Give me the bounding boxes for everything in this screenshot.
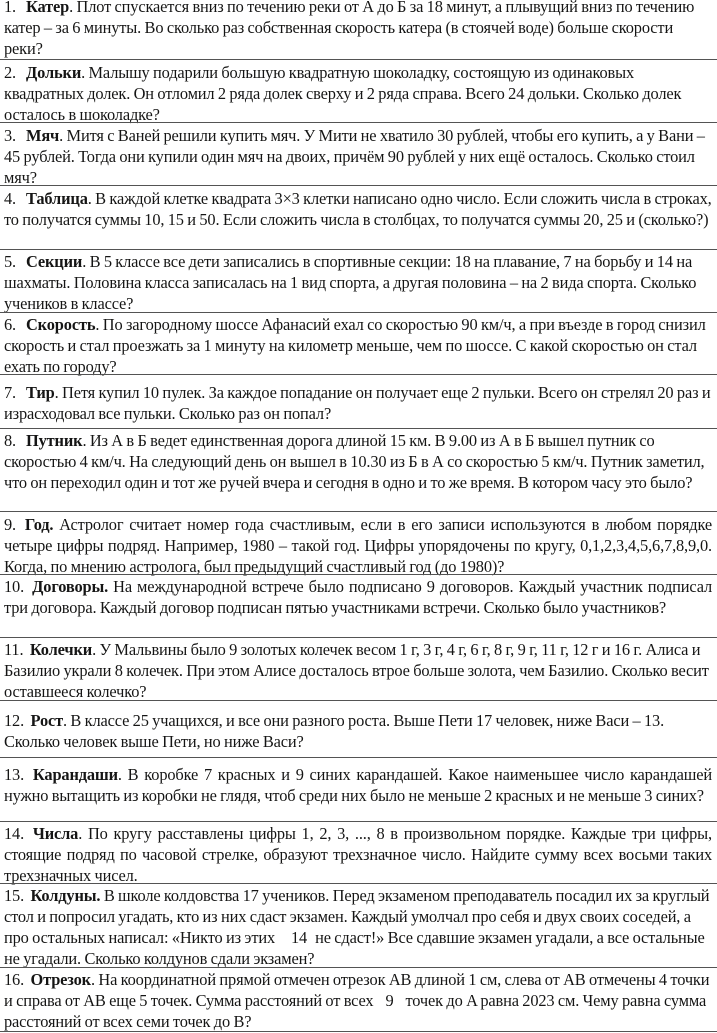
- problem-title: Таблица: [26, 189, 88, 208]
- problem-text: . В 5 классе все дети записались в спортивные секции: 18 на плавание, 7 на борьбу и 14 на шахматы. Половина класса записалась на 1 вид спорта, а другая половина – на 2 вида спорта. Сколько учеников в классе?: [4, 252, 697, 313]
- problem-text: . Плот спускается вниз по течению реки от А до Б за 18 минут, а плывущий вниз по течению катер – за 6 минуты. Во сколько раз собственная скорость катера (в стоячей воде) больше скорости реки?: [4, 0, 695, 58]
- problem-text: . По загородному шоссе Афанасий ехал со скоростью 90 км/ч, а при въезде в город снизил скорость и стал проезжать за 1 минуту на километр меньше, чем по шоссе. С какой скоростью он стал ехать по городу?: [4, 315, 706, 376]
- separator-line: [0, 59, 717, 60]
- problem-text: . Малышу подарили большую квадратную шоколадку, состоящую из одинаковых квадратных долек. Он отломил 2 ряда долек сверху и 2 ряда справа. Всего 24 дольки. Сколько долек осталось в шоколадке?: [4, 63, 682, 124]
- problem-text: . По кругу расставлены цифры 1, 2, 3, ..., 8 в произвольном порядке. Каждые три цифры, стоящие подряд по часовой стрелке, образуют трехзначное число. Найдите сумму всех восьми таких трехзначных чисел.: [4, 824, 712, 885]
- separator-line: [0, 428, 717, 429]
- separator-line: [0, 821, 717, 822]
- separator-line: [0, 1031, 717, 1032]
- problem-number: 13.: [4, 765, 25, 784]
- problem-number: 6.: [4, 315, 16, 334]
- problem-text: . В коробке 7 красных и 9 синих карандашей. Какое наименьшее число карандашей нужно вытащить из коробки не глядя, чтоб среди них было не меньше 2 красных и не меньше 3 синих?: [4, 765, 713, 805]
- problem-text: . У Мальвины было 9 золотых колечек весом 1 г, 3 г, 4 г, 6 г, 8 г, 9 г, 11 г, 12 г и 16 г. Алиса и Базилио украли 8 колечек. При этом Алисе досталось втрое больше золота, чем Базилио. Сколько весит оставшееся колечко?: [4, 640, 709, 701]
- problem-number: 8.: [4, 431, 16, 450]
- problem-7: [4, 382, 712, 424]
- problem-12: [4, 710, 712, 752]
- separator-line: [0, 757, 717, 758]
- problem-title: Скорость: [26, 315, 96, 334]
- problem-number: 15.: [4, 886, 25, 905]
- problem-number: 14.: [4, 824, 25, 843]
- problem-number: 9.: [4, 515, 16, 534]
- problem-text: . На координатной прямой отмечен отрезок AB длиной 1 см, слева от AB отмечены 4 точки и справа от AB еще 5 точек. Сумма расстояний от всех: [4, 970, 710, 1010]
- problem-number: 10.: [4, 577, 25, 596]
- separator-line: [0, 249, 717, 250]
- problem-title: Договоры.: [32, 577, 109, 596]
- separator-line: [0, 122, 717, 123]
- problem-number: 5.: [4, 252, 16, 271]
- problem-title: Тир: [26, 383, 55, 402]
- problem-title: Колдуны.: [30, 886, 101, 905]
- problem-text: На международной встрече было подписано 9 договоров. Каждый участник подписал три договора. Каждый договор подписан пятью участниками встречи. Сколько было участников?: [4, 577, 712, 617]
- problem-title: Отрезок: [30, 970, 91, 989]
- separator-line: [0, 312, 717, 313]
- problem-2: [4, 62, 712, 125]
- problem-text: . В классе 25 учащихся, и все они разного роста. Выше Пети 17 человек, ниже Васи – 13. Сколько человек выше Пети, но ниже Васи?: [4, 711, 665, 751]
- problem-text: Астролог считает номер года счастливым, если в его записи используются в любом порядке четыре цифры подряд. Например, 1980 – такой год. Цифры упорядочены по кругу, 0,1,2,3,4,5,6,7,8,9,0. Когда, по мнению астролога, был предыдущий счастливый год (до 1980)?: [4, 515, 712, 576]
- problem-1: [4, 0, 712, 59]
- inserted-value: 9: [385, 991, 394, 1010]
- inserted-value: 14: [291, 928, 308, 947]
- problem-text-continued: не сдаст!» Все сдавшие экзамен угадали, а все остальные не угадали. Сколько колдунов сдали экзамен?: [4, 928, 705, 968]
- problem-13: [4, 764, 712, 806]
- problem-title: Катер: [26, 0, 70, 16]
- problem-text: . Митя с Ваней решили купить мяч. У Мити не хватило 30 рублей, чтобы его купить, а у Вани – 45 рублей. Тогда они купили один мяч на двоих, причём 90 рублей у них ещё осталось. Сколько стоил мяч?: [4, 126, 705, 187]
- problem-6: [4, 314, 712, 377]
- problem-15: [4, 885, 712, 969]
- problem-title: Числа: [32, 824, 79, 843]
- problem-10: [4, 576, 712, 618]
- problem-title: Год.: [24, 515, 54, 534]
- separator-line: [0, 185, 717, 186]
- problem-3: [4, 125, 712, 188]
- problem-number: 3.: [4, 126, 16, 145]
- problem-9: [4, 514, 712, 577]
- problem-number: 12.: [4, 711, 25, 730]
- problem-title: Рост: [30, 711, 64, 730]
- separator-line: [0, 967, 717, 968]
- problem-text: . Из А в Б ведет единственная дорога длиной 15 км. В 9.00 из А в Б вышел путник со скоростью 4 км/ч. На следующий день он вышел в 10.30 из Б в А со скоростью 5 км/ч. Путник заметил, что он переходил один и тот же ручей вчера и сегодня в одно и то же время. В котором часу это было?: [4, 431, 705, 492]
- problem-title: Мяч: [26, 126, 60, 145]
- separator-line: [0, 574, 717, 575]
- problem-11: [4, 639, 712, 702]
- problem-number: 1.: [4, 0, 16, 16]
- problem-text: В школе колдовства 17 учеников. Перед экзаменом преподаватель посадил их за круглый стол и попросил угадать, кто из них сдаст экзамен. Каждый умолчал про себя и двух своих соседей, а про остальных написал: «Никто из этих: [4, 886, 710, 947]
- problem-title: Карандаши: [32, 765, 118, 784]
- problem-number: 2.: [4, 63, 16, 82]
- problem-title: Колечки: [29, 640, 93, 659]
- problem-title: Секции: [26, 252, 83, 271]
- problem-8: [4, 430, 712, 493]
- problem-text: . В каждой клетке квадрата 3×3 клетки написано одно число. Если сложить числа в строках, то получатся суммы 10, 15 и 50. Если сложить числа в столбцах, то получатся суммы 20, 25 и (сколько?): [4, 189, 712, 229]
- separator-line: [0, 883, 717, 884]
- problem-number: 11.: [4, 640, 24, 659]
- problem-number: 4.: [4, 189, 16, 208]
- problem-number: 16.: [4, 970, 25, 989]
- separator-line: [0, 511, 717, 512]
- problem-title: Дольки: [26, 63, 82, 82]
- problem-title: Путник: [26, 431, 83, 450]
- problem-text: . Петя купил 10 пулек. За каждое попадание он получает еще 2 пульки. Всего он стрелял 20 раз и израсходовал все пульки. Сколько раз он попал?: [4, 383, 711, 423]
- problem-16: [4, 969, 712, 1032]
- separator-line: [0, 700, 717, 701]
- separator-line: [0, 374, 717, 375]
- problem-4: [4, 188, 712, 230]
- problem-number: 7.: [4, 383, 16, 402]
- problem-14: [4, 823, 712, 886]
- problem-5: [4, 251, 712, 314]
- separator-line: [0, 637, 717, 638]
- problem-text-continued: точек до A равна 2023 см. Чему равна сумма расстояний от всех семи точек до B?: [4, 991, 707, 1031]
